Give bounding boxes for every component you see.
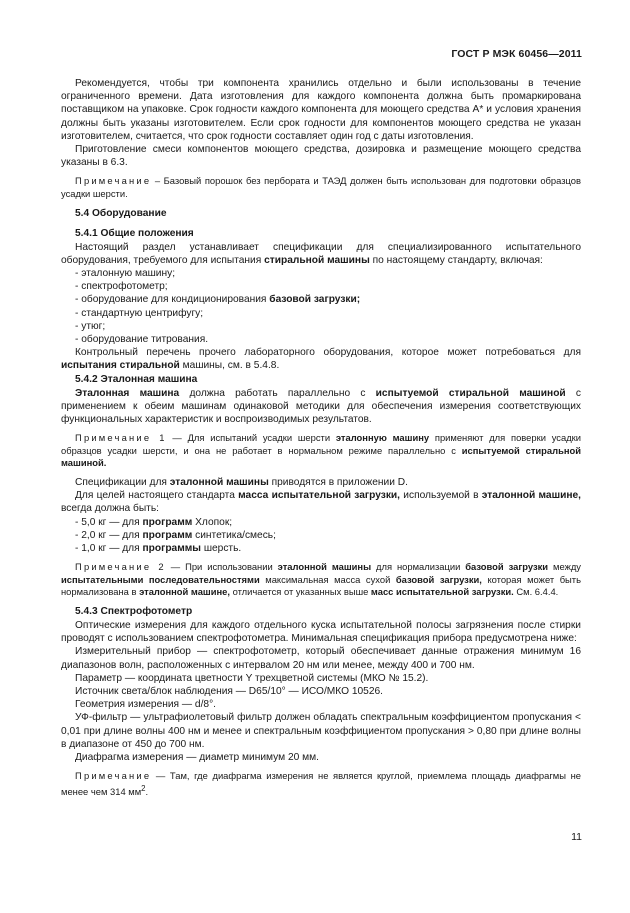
s541-paragraph-2 bbox=[61, 346, 581, 372]
text-run: всегда должна быть: bbox=[61, 503, 159, 515]
s543-spec-aperture: Диафрагма измерения — диаметр минимум 20 мм. bbox=[75, 752, 319, 764]
term-bold: испытания стиральной bbox=[61, 360, 180, 372]
equipment-list-item: - спектрофотометр; bbox=[75, 281, 168, 293]
term-bold: масс испытательной загрузки. bbox=[370, 586, 514, 598]
text-run: - оборудование для кондиционирования bbox=[75, 294, 270, 306]
text-run: должна работать параллельно с bbox=[179, 387, 376, 399]
note-label: Примечание bbox=[75, 175, 152, 187]
text-run: - 2,0 кг — для bbox=[75, 529, 143, 541]
term-bold: эталонной машине, bbox=[481, 490, 581, 502]
text-run: — Там, где диафрагма измерения не является круглой, приемлема площадь диафрагмы не менее чем 314 мм bbox=[61, 770, 581, 797]
text-run: Настоящий раздел устанавливает спецификации для специализированного испытательного оборудования, требуемого для испытания bbox=[61, 241, 581, 266]
s543-spec-uv-filter: УФ-фильтр — ультрафиолетовый фильтр должен обладать спектральным коэффициентом пропускания < 0,01 при длине волны 400 нм и менее и спектральным коэффициентом пропускания > 0,80 при длине волны в диапазоне от 450 до 700 нм. bbox=[61, 712, 581, 750]
equipment-list-item: - утюг; bbox=[75, 320, 106, 332]
term-bold: базовой загрузки; bbox=[269, 294, 361, 306]
note-text: – Базовый порошок без пербората и ТАЭД должен быть использован для подготовки образцов усадки шерсти. bbox=[61, 175, 581, 200]
term-bold: базовой загрузки bbox=[465, 561, 549, 573]
term-bold: эталонной машине, bbox=[139, 586, 230, 598]
s543-note bbox=[61, 770, 581, 798]
text-run: по настоящему стандарту, включая: bbox=[369, 254, 543, 266]
text-run: — При использовании bbox=[165, 561, 278, 573]
note-label: Примечание 2 bbox=[75, 561, 166, 573]
term-bold: базовой загрузки, bbox=[395, 573, 482, 585]
section-5-4-3-heading: 5.4.3 Спектрофотометр bbox=[75, 606, 193, 618]
text-run: максимальная масса сухой bbox=[259, 573, 396, 585]
page-number: 11 bbox=[571, 831, 582, 843]
term-bold: программ bbox=[142, 516, 193, 528]
text-run: которая может быть нормализована в bbox=[61, 573, 581, 598]
s543-spec-light-source: Источник света/блок наблюдения — D65/10° — ИСО/МКО 10526. bbox=[75, 686, 383, 698]
term-bold: эталонной машины bbox=[277, 561, 372, 573]
text-run: - 5,0 кг — для bbox=[75, 516, 143, 528]
text-run: приводятся в приложении D. bbox=[268, 477, 408, 489]
term-bold: Эталонная машина bbox=[75, 387, 180, 399]
load-list-item bbox=[61, 516, 581, 529]
equipment-list-item: - эталонную машину; bbox=[75, 268, 176, 280]
note-label: Примечание 1 bbox=[75, 432, 167, 444]
term-bold: испытуемой стиральной машиной. bbox=[61, 444, 581, 469]
term-bold: масса испытательной загрузки, bbox=[238, 490, 401, 502]
s542-paragraph-3 bbox=[61, 489, 581, 515]
term-bold: эталонную машину bbox=[335, 432, 430, 444]
intro-paragraph-2: Приготовление смеси компонентов моющего средства, дозировка и размещение моющего средства указаны в 6.3. bbox=[61, 144, 581, 169]
text-run: Спецификации для bbox=[75, 477, 170, 489]
text-run: с применением к обеим машинам одинаковой методики для обеспечения измерения соответствующих функциональных характеристик и воспроизводимых результатов. bbox=[61, 387, 581, 426]
s543-paragraph: Оптические измерения для каждого отдельного куска испытательной полосы загрязнения после стирки проводят с использованием спектрофотометра. Минимальная спецификация прибора предусмотрена ниже: bbox=[61, 620, 581, 645]
load-list-item bbox=[61, 542, 581, 555]
note-label: Примечание bbox=[75, 770, 152, 782]
text-run: Для целей настоящего стандарта bbox=[75, 490, 239, 502]
term-bold: стиральной машины bbox=[264, 254, 370, 266]
s543-spec-geometry: Геометрия измерения — d/8°. bbox=[75, 699, 216, 711]
s542-paragraph-2 bbox=[61, 476, 581, 489]
superscript: 2 bbox=[141, 783, 146, 793]
s542-note-2 bbox=[61, 561, 581, 599]
term-bold: эталонной машины bbox=[169, 477, 269, 489]
text-run: используемой в bbox=[400, 490, 482, 502]
term-bold: испытуемой стиральной машиной bbox=[375, 387, 566, 399]
intro-paragraph: Рекомендуется, чтобы три компонента хранились отдельно и были использованы в течение ограниченного времени. Дата изготовления для каждого компонента должна быть промаркирована поставщиком на упаковке. Срок годности каждого компонента для моющего средства А* и условия хранения должны быть указаны изготовителем. Если срок годности для компонентов моющего средства не указан изготовителем, считается, что срок годности составляет один год с даты изготовления. bbox=[61, 78, 581, 142]
text-run: . bbox=[145, 785, 149, 797]
s542-note-1 bbox=[61, 432, 581, 470]
section-5-4-heading: 5.4 Оборудование bbox=[75, 207, 167, 219]
text-run: применяют для поверки усадки образцов усадки шерсти, и она не работает в нормальном режиме параллельно с bbox=[61, 432, 582, 456]
section-5-4-2-heading: 5.4.2 Эталонная машина bbox=[75, 373, 198, 385]
load-list-item bbox=[61, 529, 581, 542]
text-run: машины, см. в 5.4.8. bbox=[179, 360, 280, 372]
s542-paragraph bbox=[61, 387, 581, 427]
s541-paragraph bbox=[61, 241, 581, 267]
text-run: отличается от указанных выше bbox=[229, 586, 371, 598]
text-run: между bbox=[548, 561, 581, 573]
equipment-list-item: - стандартную центрифугу; bbox=[75, 307, 204, 319]
text-run: См. 6.4.4. bbox=[513, 586, 559, 598]
term-bold: программ bbox=[142, 529, 193, 541]
standard-header: ГОСТ Р МЭК 60456—2011 bbox=[451, 48, 582, 60]
text-run: для нормализации bbox=[371, 561, 466, 573]
text-run: синтетика/смесь; bbox=[192, 529, 276, 541]
equipment-list-item: - оборудование титрования. bbox=[75, 334, 209, 346]
s543-spec-instrument: Измерительный прибор — спектрофотометр, который обеспечивает данные отражения минимум 16 диапазонов волн, расположенных с интервалом 20 нм или менее, между 400 и 700 нм. bbox=[61, 646, 581, 671]
text-run: Контрольный перечень прочего лабораторного оборудования, которое может потребоваться для bbox=[75, 347, 581, 359]
s543-spec-parameter: Параметр — координата цветности Y трехцветной системы (МКО № 15.2). bbox=[75, 672, 429, 684]
text-run: - 1,0 кг — для bbox=[75, 543, 143, 555]
equipment-list-item bbox=[61, 293, 581, 306]
text-run: — Для испытаний усадки шерсти bbox=[166, 432, 336, 444]
intro-note bbox=[61, 175, 581, 200]
term-bold: испытательными последовательностями bbox=[61, 573, 260, 585]
section-5-4-1-heading: 5.4.1 Общие положения bbox=[75, 227, 194, 239]
term-bold: программы bbox=[142, 543, 201, 555]
text-run: Хлопок; bbox=[192, 516, 233, 528]
text-run: шерсть. bbox=[201, 543, 242, 555]
page-content bbox=[61, 77, 581, 805]
